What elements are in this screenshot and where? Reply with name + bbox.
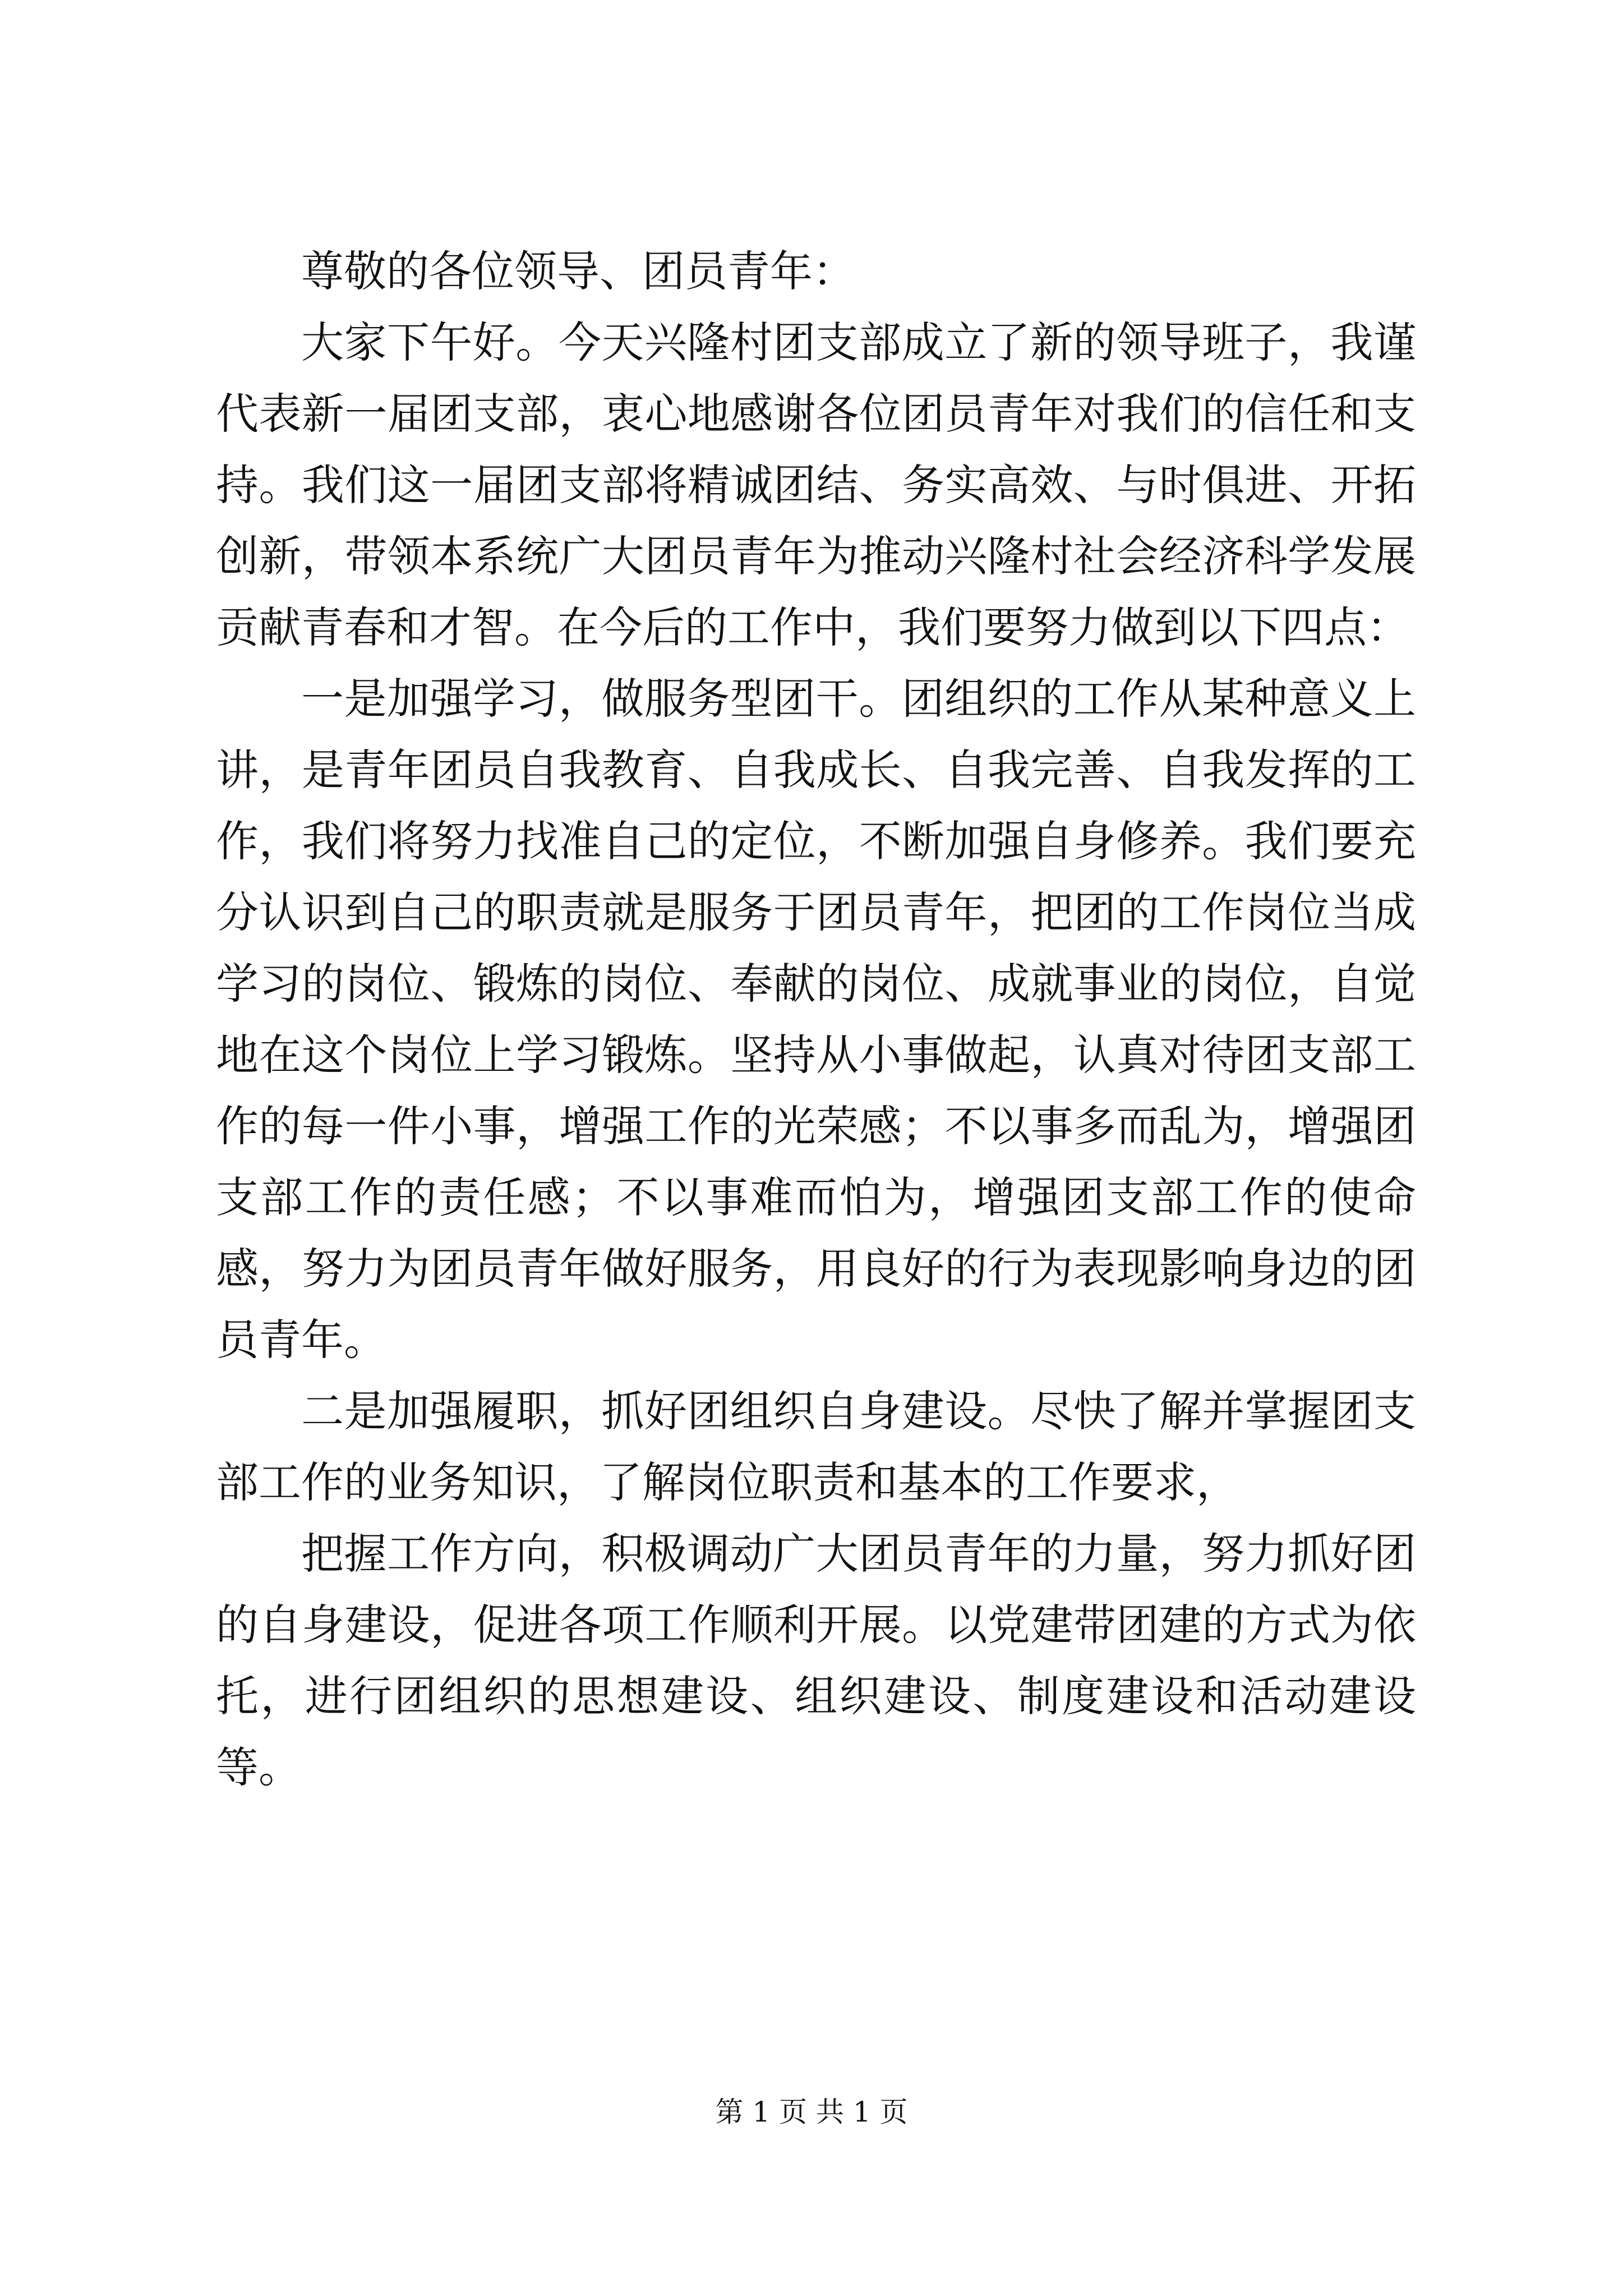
document-body: [216, 236, 1416, 1803]
salutation: 尊敬的各位领导、团员青年：: [301, 246, 855, 296]
paragraph-greeting: 大家下午好。今天兴隆村团支部成立了新的领导班子，我谨代表新一届团支部，衷心地感谢各位团员青年对我们的信任和支持。我们这一届团支部将精诚团结、务实高效、与时俱进、开拓创新，带领本系统广大团员青年为推动兴隆村社会经济科学发展贡献青春和才智。在今后的工作中，我们要努力做到以下四点：: [216, 318, 1416, 652]
paragraph-point-one: 一是加强学习，做服务型团干。团组织的工作从某种意义上讲，是青年团员自我教育、自我成长、自我完善、自我发挥的工作，我们将努力找准自己的定位，不断加强自身修养。我们要充分认识到自己的职责就是服务于团员青年，把团的工作岗位当成学习的岗位、锻炼的岗位、奉献的岗位、成就事业的岗位，自觉地在这个岗位上学习锻炼。坚持从小事做起，认真对待团支部工作的每一件小事，增强工作的光荣感；不以事多而乱为，增强团支部工作的责任感；不以事难而怕为，增强团支部工作的使命感，努力为团员青年做好服务，用良好的行为表现影响身边的团员青年。: [216, 674, 1416, 1365]
page-footer: 第 1 页 共 1 页: [715, 2096, 908, 2128]
paragraph-point-two-continued: 把握工作方向，积极调动广大团员青年的力量，努力抓好团的自身建设，促进各项工作顺利开展。以党建带团建的方式为依托，进行团组织的思想建设、组织建设、制度建设和活动建设等。: [216, 1529, 1416, 1792]
paragraph-point-two: 二是加强履职，抓好团组织自身建设。尽快了解并掌握团支部工作的业务知识，了解岗位职责和基本的工作要求，: [216, 1386, 1416, 1507]
